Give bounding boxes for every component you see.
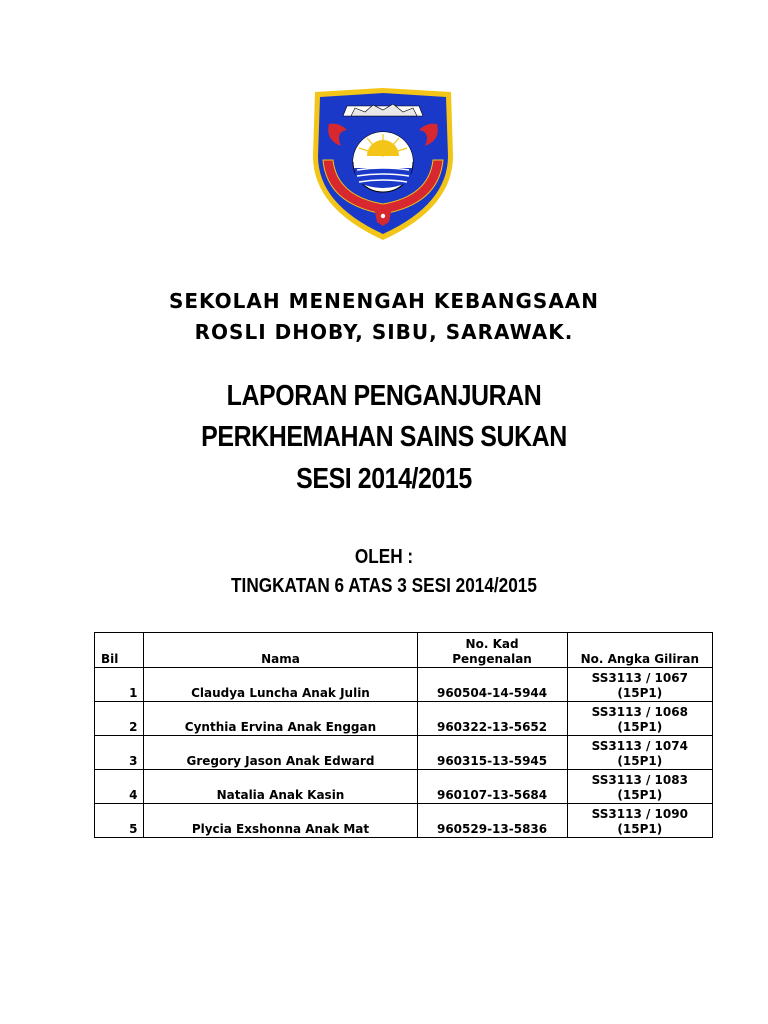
cell-kad: 960107-13-5684 bbox=[417, 770, 567, 804]
cell-angka-line1: SS3113 / 1067 bbox=[591, 671, 688, 685]
header-bil: Bil bbox=[95, 633, 144, 668]
table-row bbox=[95, 804, 713, 838]
cell-angka-line2: (15P1) bbox=[617, 720, 663, 734]
table-row bbox=[95, 668, 713, 702]
header-nama: Nama bbox=[144, 633, 417, 668]
cell-nama: Natalia Anak Kasin bbox=[144, 770, 417, 804]
cell-angka-line1: SS3113 / 1083 bbox=[591, 773, 688, 787]
cell-bil: 3 bbox=[95, 736, 144, 770]
cell-bil: 1 bbox=[95, 668, 144, 702]
cell-bil: 5 bbox=[95, 804, 144, 838]
table-row bbox=[95, 736, 713, 770]
cell-angka bbox=[567, 736, 712, 770]
cell-angka-line2: (15P1) bbox=[617, 788, 663, 802]
cell-angka bbox=[567, 770, 712, 804]
cell-bil: 2 bbox=[95, 702, 144, 736]
cell-kad: 960529-13-5836 bbox=[417, 804, 567, 838]
cell-nama: Plycia Exshonna Anak Mat bbox=[144, 804, 417, 838]
cell-angka-line1: SS3113 / 1074 bbox=[591, 739, 688, 753]
byline-class: TINGKATAN 6 ATAS 3 SESI 2014/2015 bbox=[231, 575, 537, 597]
cell-kad: 960315-13-5945 bbox=[417, 736, 567, 770]
school-name-line2: ROSLI DHOBY, SIBU, SARAWAK. bbox=[194, 320, 574, 344]
cell-nama: Cynthia Ervina Anak Enggan bbox=[144, 702, 417, 736]
cell-angka bbox=[567, 668, 712, 702]
school-name-line1: SEKOLAH MENENGAH KEBANGSAAN bbox=[168, 289, 600, 313]
byline-label: OLEH : bbox=[354, 546, 414, 568]
table-row bbox=[95, 702, 713, 736]
student-table bbox=[94, 632, 713, 838]
header-kad-line1: No. Kad bbox=[465, 637, 519, 651]
cell-angka-line1: SS3113 / 1068 bbox=[591, 705, 688, 719]
cell-angka bbox=[567, 702, 712, 736]
table-header-row bbox=[95, 633, 713, 668]
table-row bbox=[95, 770, 713, 804]
cell-bil: 4 bbox=[95, 770, 144, 804]
report-title-line1: LAPORAN PENGANJURAN bbox=[226, 380, 542, 412]
header-kad bbox=[417, 633, 567, 668]
cell-angka-line2: (15P1) bbox=[617, 822, 663, 836]
report-title-line3: SESI 2014/2015 bbox=[296, 463, 472, 495]
header-angka: No. Angka Giliran bbox=[567, 633, 712, 668]
cell-angka bbox=[567, 804, 712, 838]
report-title-line2: PERKHEMAHAN SAINS SUKAN bbox=[201, 421, 567, 453]
cell-angka-line1: SS3113 / 1090 bbox=[591, 807, 688, 821]
cell-nama: Gregory Jason Anak Edward bbox=[144, 736, 417, 770]
cell-angka-line2: (15P1) bbox=[617, 754, 663, 768]
header-kad-line2: Pengenalan bbox=[452, 652, 532, 666]
cell-kad: 960504-14-5944 bbox=[417, 668, 567, 702]
cell-kad: 960322-13-5652 bbox=[417, 702, 567, 736]
school-crest-logo bbox=[307, 86, 459, 242]
cell-angka-line2: (15P1) bbox=[617, 686, 663, 700]
cell-nama: Claudya Luncha Anak Julin bbox=[144, 668, 417, 702]
